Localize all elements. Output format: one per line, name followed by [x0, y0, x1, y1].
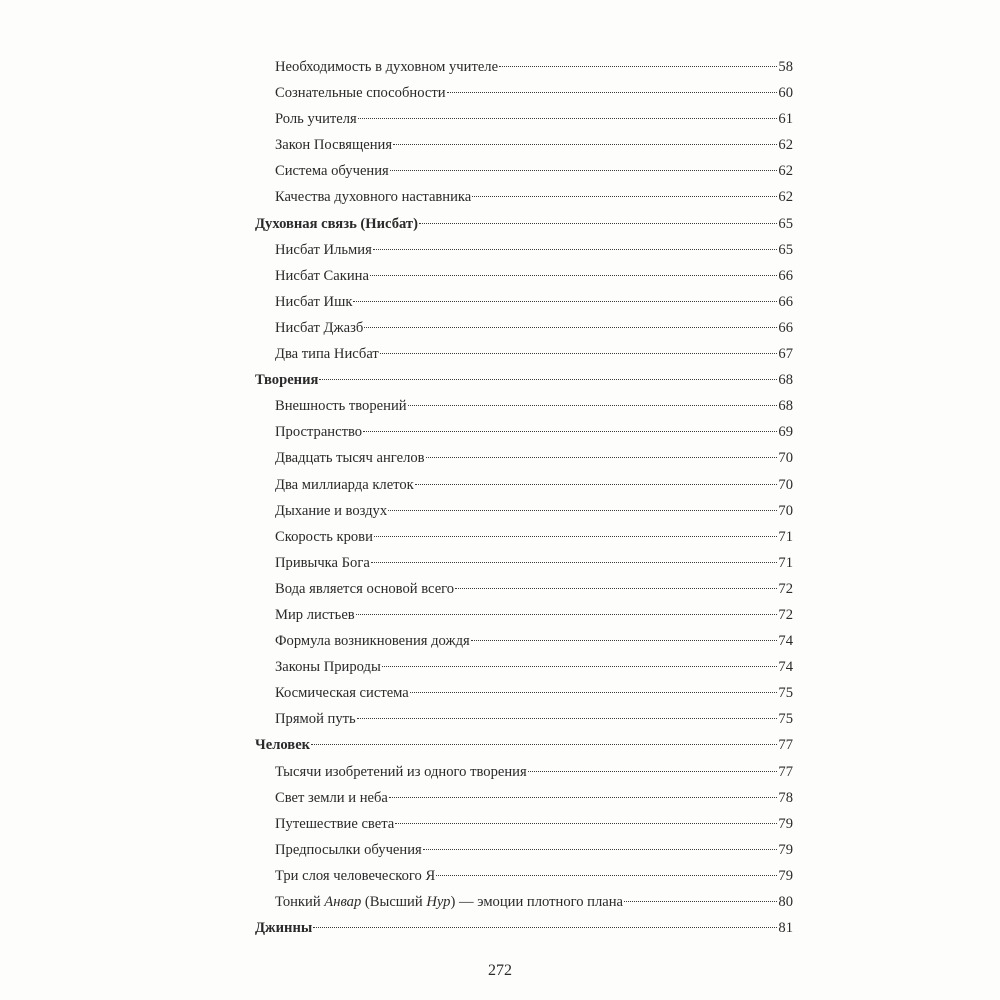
- toc-entry: [255, 706, 793, 732]
- dot-leader: [371, 562, 778, 563]
- dot-leader: [373, 249, 778, 250]
- toc-entry: [255, 759, 793, 785]
- table-of-contents: [255, 54, 793, 941]
- toc-entry: [255, 680, 793, 706]
- toc-entry-title: Пространство: [275, 424, 363, 441]
- dot-leader: [364, 327, 777, 328]
- toc-entry-page: 62: [778, 189, 793, 206]
- dot-leader: [388, 510, 777, 511]
- toc-entry: [255, 654, 793, 680]
- toc-entry: [255, 237, 793, 263]
- dot-leader: [423, 849, 778, 850]
- toc-entry-page: 78: [778, 789, 793, 806]
- toc-entry-page: 80: [778, 894, 793, 910]
- dot-leader: [395, 823, 777, 824]
- toc-entry: [255, 54, 793, 80]
- toc-entry-title: Мир листьев: [275, 606, 355, 623]
- toc-entry: [255, 837, 793, 863]
- toc-entry-title: Нисбат Ишк: [275, 293, 353, 310]
- toc-entry-page: 75: [778, 685, 793, 702]
- dot-leader: [319, 379, 777, 380]
- toc-entry-page: 66: [778, 319, 793, 336]
- toc-entry-title: Двадцать тысяч ангелов: [275, 450, 425, 467]
- toc-entry-page: 68: [778, 398, 793, 415]
- toc-entry-page: 61: [778, 111, 793, 128]
- toc-entry-title: Закон Посвящения: [275, 137, 393, 154]
- toc-section-page: 81: [778, 920, 793, 937]
- toc-section-title: Духовная связь (Нисбат): [255, 215, 418, 232]
- toc-entry-page: 75: [778, 711, 793, 728]
- dot-leader: [357, 718, 778, 719]
- dot-leader: [353, 301, 777, 302]
- toc-entry: [255, 263, 793, 289]
- toc-entry-page: 74: [778, 633, 793, 650]
- toc-section-page: 77: [778, 737, 793, 754]
- dot-leader: [415, 484, 778, 485]
- toc-entry: [255, 106, 793, 132]
- toc-entry-title: Качества духовного наставника: [275, 189, 472, 206]
- toc-entry-title: Нисбат Джазб: [275, 319, 364, 336]
- toc-entry-page: 70: [778, 476, 793, 493]
- toc-section: [255, 211, 793, 237]
- dot-leader: [624, 901, 777, 902]
- toc-entry: [255, 132, 793, 158]
- toc-entry-title: Система обучения: [275, 163, 389, 180]
- dot-leader: [356, 614, 778, 615]
- toc-entry-page: 69: [778, 424, 793, 441]
- toc-entry-page: 70: [778, 450, 793, 467]
- toc-entry-title: Скорость крови: [275, 528, 373, 545]
- toc-entry-page: 74: [778, 659, 793, 676]
- toc-entry-page: 79: [778, 841, 793, 858]
- dot-leader: [363, 431, 777, 432]
- toc-entry-title: Два типа Нисбат: [275, 346, 379, 363]
- toc-section-page: 68: [778, 372, 793, 389]
- toc-entry: [255, 524, 793, 550]
- title-part: ) — эмоции плотного плана: [450, 894, 624, 910]
- title-part: (Высший: [361, 894, 427, 910]
- toc-entry-page: 77: [778, 763, 793, 780]
- toc-entry: [255, 628, 793, 654]
- toc-section: [255, 732, 793, 758]
- toc-entry-title: Нисбат Ильмия: [275, 241, 372, 258]
- dot-leader: [313, 927, 777, 928]
- toc-entry-title: Два миллиарда клеток: [275, 476, 414, 493]
- toc-entry: [255, 889, 793, 915]
- toc-entry: [255, 550, 793, 576]
- toc-entry-title: Роль учителя: [275, 111, 357, 128]
- toc-section-title: Человек: [255, 737, 311, 754]
- toc-entry: [255, 472, 793, 498]
- toc-entry-page: 60: [778, 85, 793, 102]
- toc-entry: [255, 811, 793, 837]
- toc-entry: [255, 393, 793, 419]
- toc-entry-title: Необходимость в духовном учителе: [275, 59, 499, 75]
- toc-entry-page: 66: [778, 267, 793, 284]
- toc-entry: [255, 498, 793, 524]
- toc-entry-title: [275, 889, 624, 915]
- toc-entry-page: 71: [778, 554, 793, 571]
- toc-entry-title: Путешествие света: [275, 815, 395, 832]
- dot-leader: [390, 170, 778, 171]
- title-part-italic: Анвар: [324, 894, 362, 910]
- toc-entry-title: Привычка Бога: [275, 554, 370, 571]
- dot-leader: [499, 66, 777, 67]
- dot-leader: [393, 144, 777, 145]
- dot-leader: [358, 118, 778, 119]
- dot-leader: [447, 92, 778, 93]
- toc-entry-title: Вода является основой всего: [275, 580, 455, 597]
- toc-entry-title: Законы Природы: [275, 659, 381, 676]
- toc-entry-page: 72: [778, 580, 793, 597]
- toc-section-page: 65: [778, 215, 793, 232]
- toc-entry: [255, 315, 793, 341]
- dot-leader: [382, 666, 778, 667]
- toc-entry-page: 65: [778, 241, 793, 258]
- toc-entry: [255, 289, 793, 315]
- title-part-italic: Нур: [426, 894, 451, 910]
- toc-entry: [255, 863, 793, 889]
- toc-entry-page: 62: [778, 163, 793, 180]
- toc-section: [255, 915, 793, 941]
- toc-entry-title: Формула возникновения дождя: [275, 633, 470, 650]
- toc-entry: [255, 184, 793, 210]
- dot-leader: [389, 797, 777, 798]
- toc-section: [255, 367, 793, 393]
- dot-leader: [471, 640, 778, 641]
- toc-entry: [255, 576, 793, 602]
- toc-entry-title: Нисбат Сакина: [275, 267, 369, 284]
- toc-entry-title: Прямой путь: [275, 711, 356, 728]
- title-part: Тонкий: [275, 894, 325, 910]
- toc-entry: [255, 602, 793, 628]
- toc-entry: [255, 445, 793, 471]
- toc-entry-title: Предпосылки обучения: [275, 841, 422, 858]
- dot-leader: [455, 588, 777, 589]
- dot-leader: [436, 875, 777, 876]
- toc-entry-page: 79: [778, 867, 793, 884]
- toc-entry-title: Дыхание и воздух: [275, 502, 388, 519]
- toc-entry-title: Космическая система: [275, 685, 409, 702]
- toc-entry: [255, 785, 793, 811]
- dot-leader: [380, 353, 778, 354]
- toc-entry-title: Тысячи изобретений из одного творения: [275, 763, 527, 780]
- toc-entry: [255, 158, 793, 184]
- toc-entry-page: 62: [778, 137, 793, 154]
- toc-entry: [255, 341, 793, 367]
- dot-leader: [370, 275, 777, 276]
- dot-leader: [528, 771, 778, 772]
- toc-entry-page: 70: [778, 502, 793, 519]
- toc-entry-title: Свет земли и неба: [275, 789, 388, 806]
- dot-leader: [410, 692, 778, 693]
- dot-leader: [426, 457, 778, 458]
- toc-entry-title: Три слоя человеческого Я: [275, 867, 436, 884]
- toc-entry-page: 67: [778, 346, 793, 363]
- dot-leader: [374, 536, 778, 537]
- toc-entry-page: 66: [778, 293, 793, 310]
- dot-leader: [408, 405, 778, 406]
- toc-section-title: Творения: [255, 372, 319, 389]
- toc-entry: [255, 419, 793, 445]
- page-number: 272: [488, 962, 512, 979]
- toc-section-title: Джинны: [255, 920, 313, 937]
- toc-entry-page: 71: [778, 528, 793, 545]
- dot-leader: [419, 223, 777, 224]
- dot-leader: [472, 196, 777, 197]
- toc-entry: [255, 80, 793, 106]
- toc-entry-page: 79: [778, 815, 793, 832]
- toc-entry-title: Внешность творений: [275, 398, 407, 415]
- toc-entry-title: Сознательные способности: [275, 85, 446, 102]
- toc-entry-page: 72: [778, 606, 793, 623]
- dot-leader: [311, 744, 777, 745]
- toc-entry-page: 58: [778, 59, 793, 75]
